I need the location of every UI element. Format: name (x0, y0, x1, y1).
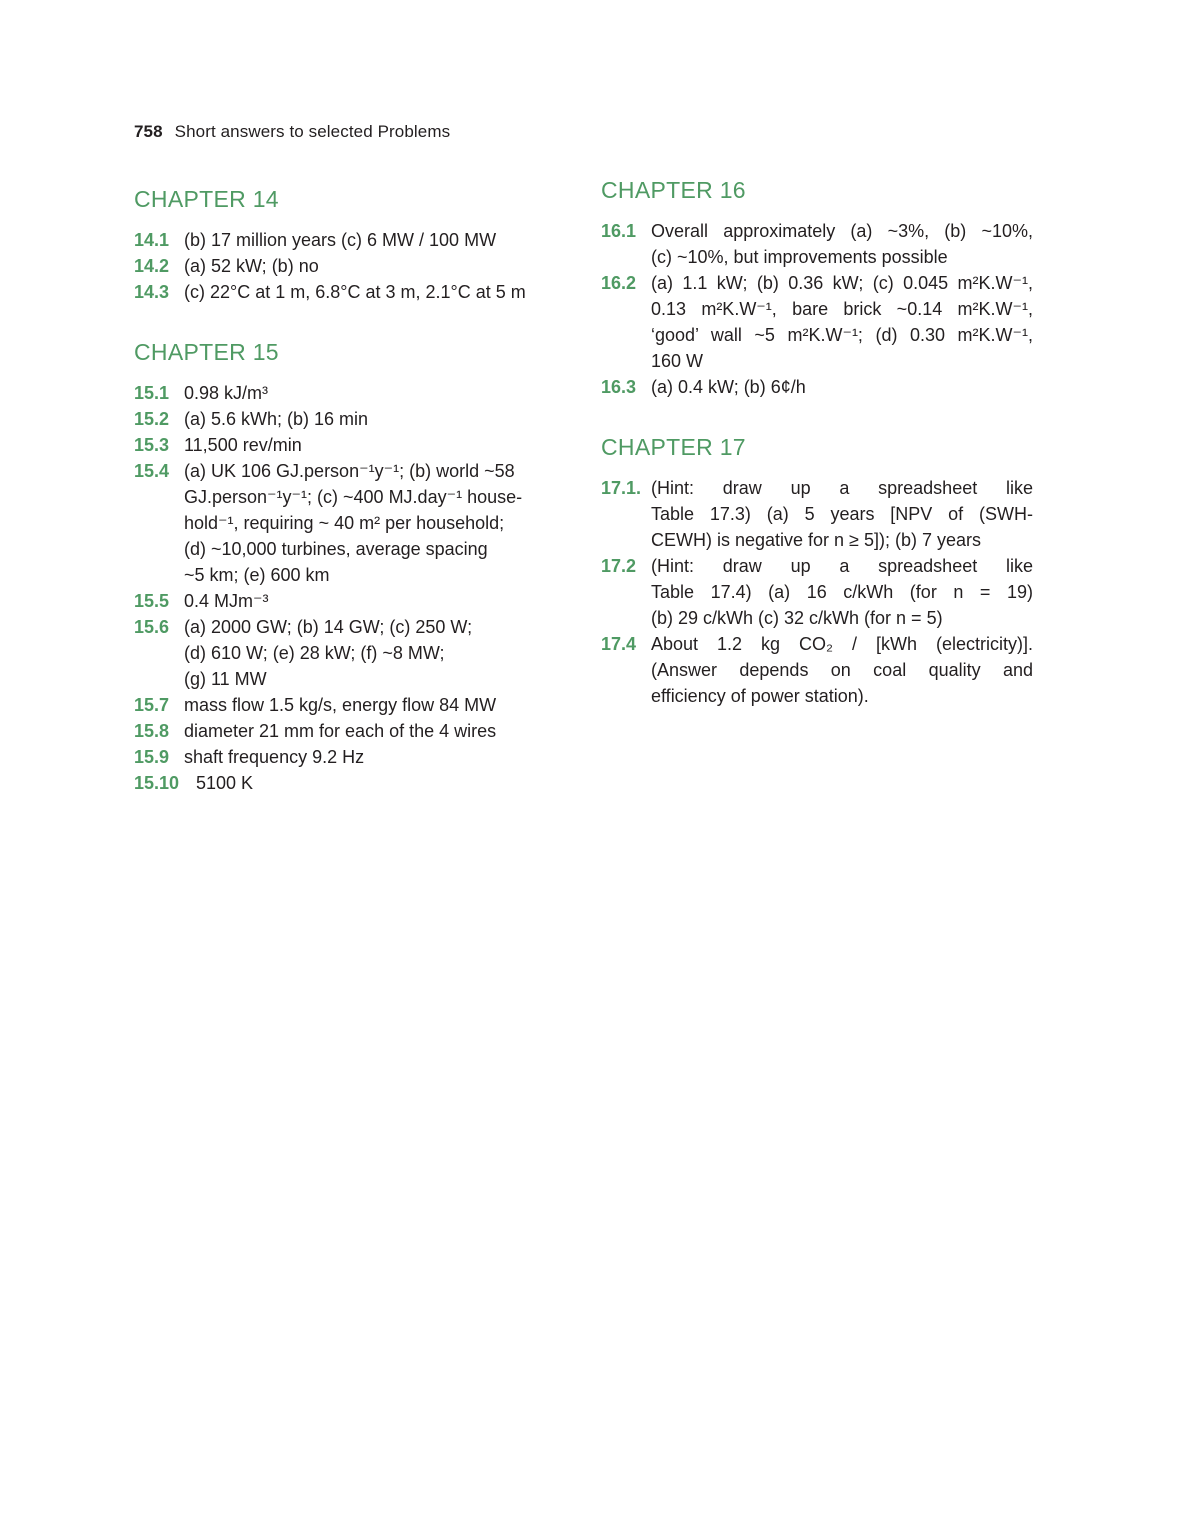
answer-text (184, 588, 566, 614)
answer-line: 5100 K (196, 773, 254, 793)
answer-text (184, 692, 566, 718)
answer-number: 16.2 (601, 273, 637, 293)
answer-number: 15.6 (134, 617, 170, 637)
answer-entry (134, 718, 566, 744)
answer-entry (601, 374, 1033, 400)
answer-entry (134, 406, 566, 432)
answer-line: (a) 0.4 kW; (b) 6¢/h (651, 377, 806, 397)
answer-text (651, 553, 1033, 631)
answer-line: (Hint: draw up a spreadsheet like (651, 556, 1033, 576)
answer-line: (g) 11 MW (184, 669, 267, 689)
answer-text (184, 406, 566, 432)
answer-text (651, 631, 1033, 709)
answer-entry (601, 553, 1033, 631)
answer-line: (a) 2000 GW; (b) 14 GW; (c) 250 W; (184, 617, 473, 637)
answer-line: (c) ~10%, but improvements possible (651, 247, 948, 267)
chapter-heading: CHAPTER 17 (601, 434, 746, 460)
answer-line: (Answer depends on coal quality and (651, 660, 1033, 680)
answer-entry (601, 475, 1033, 553)
answer-number: 14.3 (134, 282, 170, 302)
answer-entry (134, 588, 566, 614)
answer-text (184, 718, 566, 744)
answer-line: (Hint: draw up a spreadsheet like (651, 478, 1033, 498)
answer-entry (601, 631, 1033, 709)
answer-line: 11,500 rev/min (184, 435, 302, 455)
answer-line: (d) 610 W; (e) 28 kW; (f) ~8 MW; (184, 643, 445, 663)
answer-number: 15.10 (134, 773, 180, 793)
answer-line: (a) 5.6 kWh; (b) 16 min (184, 409, 369, 429)
answer-number: 15.5 (134, 591, 170, 611)
answer-line: (a) UK 106 GJ.person⁻¹y⁻¹; (b) world ~58 (184, 461, 515, 481)
answer-number: 15.4 (134, 461, 170, 481)
answer-number: 17.1. (601, 478, 642, 498)
answer-text (184, 458, 566, 588)
answer-number: 14.2 (134, 256, 170, 276)
answer-number: 15.3 (134, 435, 170, 455)
answer-entry (134, 744, 566, 770)
answer-number: 15.1 (134, 383, 170, 403)
page-number: 758 (134, 122, 163, 141)
answer-line: 160 W (651, 351, 704, 371)
answer-line: mass flow 1.5 kg/s, energy flow 84 MW (184, 695, 497, 715)
answer-entry (134, 279, 566, 305)
answer-text (184, 227, 566, 253)
answer-text (196, 770, 566, 796)
answer-text (651, 270, 1033, 374)
answer-line: (b) 29 c/kWh (c) 32 c/kWh (for n = 5) (651, 608, 943, 628)
answer-number: 17.4 (601, 634, 637, 654)
answer-number: 15.8 (134, 721, 170, 741)
answer-line: shaft frequency 9.2 Hz (184, 747, 365, 767)
answer-entry (601, 218, 1033, 270)
answer-line: CEWH) is negative for n ≥ 5]); (b) 7 years (651, 530, 981, 550)
answer-line: Overall approximately (a) ~3%, (b) ~10%, (651, 221, 1033, 241)
answer-line: Table 17.4) (a) 16 c/kWh (for n = 19) (651, 582, 1033, 602)
answer-text (184, 380, 566, 406)
chapter-heading: CHAPTER 16 (601, 177, 746, 203)
answer-line: hold⁻¹, requiring ~ 40 m² per household; (184, 513, 505, 533)
answer-line: ‘good’ wall ~5 m²K.W⁻¹; (d) 0.30 m²K.W⁻¹, (651, 325, 1033, 345)
answer-number: 16.1 (601, 221, 637, 241)
chapter-heading: CHAPTER 14 (134, 186, 279, 212)
answer-line: 0.13 m²K.W⁻¹, bare brick ~0.14 m²K.W⁻¹, (651, 299, 1033, 319)
answer-entry (134, 692, 566, 718)
answer-number: 17.2 (601, 556, 637, 576)
answer-text (184, 279, 566, 305)
answer-line: 0.4 MJm⁻³ (184, 591, 269, 611)
answer-line: ~5 km; (e) 600 km (184, 565, 330, 585)
answer-text (651, 374, 1033, 400)
chapter-heading: CHAPTER 15 (134, 339, 279, 365)
answer-text (184, 744, 566, 770)
running-title: Short answers to selected Problems (174, 122, 451, 141)
chapter-block (134, 186, 566, 305)
answer-text (184, 614, 566, 692)
answer-line: Table 17.3) (a) 5 years [NPV of (SWH- (651, 504, 1033, 524)
chapter-block (601, 177, 1033, 400)
answer-number: 15.7 (134, 695, 170, 715)
running-head (134, 122, 450, 142)
chapter-block (601, 434, 1033, 709)
answer-number: 15.9 (134, 747, 170, 767)
chapter-block (134, 339, 566, 796)
answer-line: About 1.2 kg CO₂ / [kWh (electricity)]. (651, 634, 1033, 654)
answer-line: GJ.person⁻¹y⁻¹; (c) ~400 MJ.day⁻¹ house- (184, 487, 523, 507)
left-column (134, 186, 566, 830)
answer-entry (134, 614, 566, 692)
answer-line: (d) ~10,000 turbines, average spacing (184, 539, 488, 559)
answer-text (651, 218, 1033, 270)
answer-entry (134, 458, 566, 588)
answer-number: 14.1 (134, 230, 170, 250)
answer-line: (a) 1.1 kW; (b) 0.36 kW; (c) 0.045 m²K.W⁻¹, (651, 273, 1033, 293)
answer-entry (134, 432, 566, 458)
answer-line: 0.98 kJ/m³ (184, 383, 269, 403)
right-column (601, 177, 1033, 743)
answer-entry (134, 380, 566, 406)
answer-line: diameter 21 mm for each of the 4 wires (184, 721, 497, 741)
answer-text (184, 432, 566, 458)
answer-line: (b) 17 million years (c) 6 MW / 100 MW (184, 230, 497, 250)
answer-number: 15.2 (134, 409, 170, 429)
answer-number: 16.3 (601, 377, 637, 397)
answer-entry (134, 770, 566, 796)
answer-entry (601, 270, 1033, 374)
answer-entry (134, 253, 566, 279)
answer-text (651, 475, 1033, 553)
answer-line: efficiency of power station). (651, 686, 869, 706)
answer-line: (a) 52 kW; (b) no (184, 256, 319, 276)
answer-line: (c) 22°C at 1 m, 6.8°C at 3 m, 2.1°C at 5 m (184, 282, 526, 302)
answer-text (184, 253, 566, 279)
answer-entry (134, 227, 566, 253)
